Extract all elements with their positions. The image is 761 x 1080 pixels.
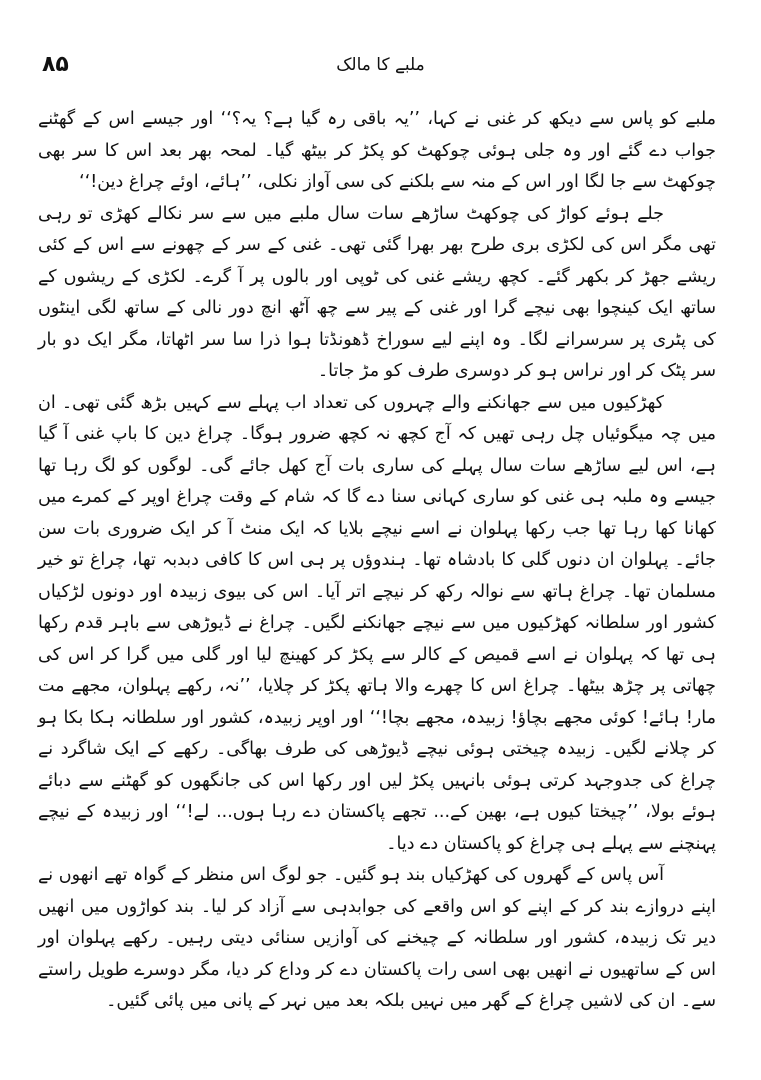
- paragraph-3: کھڑکیوں میں سے جھانکنے والے چہروں کی تعداد اب پہلے سے کہیں بڑھ گئی تھی۔ ان میں چہ میگوئیاں چل رہی تھیں کہ آج کچھ نہ کچھ ضرور ہوگا۔ چراغ دین کا باپ غنی آ گیا ہے، اس لیے ساڑھے سات سال پہلے کی ساری بات آج کھل جائے گی۔ لوگوں کو لگ رہا تھا جیسے وہ ملبہ ہی غنی کو ساری کہانی سنا دے گا کہ شام کے وقت چراغ اوپر کے کمرے میں کھانا کھا رہا تھا جب رکھا پہلوان نے اسے نیچے بلایا کہ ایک منٹ آ کر ایک ضروری بات سن جائے۔ پہلوان ان دنوں گلی کا بادشاہ تھا۔ ہندوؤں پر ہی اس کا کافی دبدبہ تھا، چراغ تو خیر مسلمان تھا۔ چراغ ہاتھ سے نوالہ رکھ کر نیچے اتر آیا۔ اس کی بیوی زبیدہ اور دونوں لڑکیاں کشور اور سلطانہ کھڑکیوں میں سے نیچے جھانکنے لگیں۔ چراغ نے ڈیوڑھی سے باہر قدم رکھا ہی تھا کہ پہلوان نے اسے قمیص کے کالر سے پکڑ کر کھینچ لیا اور گلی میں گرا کر اس کی چھاتی پر چڑھ بیٹھا۔ چراغ اس کا چھرے والا ہاتھ پکڑ کر چلایا، ’’نہ، رکھے پہلوان، مجھے مت مار! ہائے! کوئی مجھے بچاؤ! زبیدہ، مجھے بچا!‘‘ اور اوپر زبیدہ، کشور اور سلطانہ ہکا بکا ہو کر چلانے لگیں۔ زبیدہ چیختی ہوئی نیچے ڈیوڑھی کی طرف بھاگی۔ رکھے کے ایک شاگرد نے چراغ کی جدوجہد کرتی ہوئی بانہیں پکڑ لیں اور رکھا اس کی جانگھوں کو گھٹنے سے دبائے ہوئے بولا، ’’چیختا کیوں ہے، بھین کے... تجھے پاکستان دے رہا ہوں... لے!‘‘ اور زبیدہ کے نیچے پہنچنے سے پہلے ہی چراغ کو پاکستان دے دیا۔: [38, 392, 716, 854]
- page-body: [38, 104, 716, 1018]
- page-number: ۸۵: [42, 52, 69, 77]
- running-title: ملبے کا مالک: [336, 55, 425, 75]
- paragraph-2: جلے ہوئے کواڑ کی چوکھٹ ساڑھے سات سال ملبے میں سے سر نکالے کھڑی تو رہی تھی مگر اس کی لکڑی بری طرح بھر بھرا گئی تھی۔ غنی کے سر کے چھونے سے اس کے کئی ریشے جھڑ کر بکھر گئے۔ کچھ ریشے غنی کی ٹوپی اور بالوں پر آ گرے۔ لکڑی کے ریشوں کے ساتھ ایک کینچوا بھی نیچے گرا اور غنی کے پیر سے چھ آٹھ انچ دور نالی کے ساتھ لگی اینٹوں کی پٹری پر سرسرانے لگا۔ وہ اپنے لیے سوراخ ڈھونڈتا ہوا ذرا سا سر اٹھاتا، مگر ایک دو بار سر پٹک کر اور نراس ہو کر دوسری طرف کو مڑ جاتا۔: [38, 203, 716, 381]
- paragraph-4: آس پاس کے گھروں کی کھڑکیاں بند ہو گئیں۔ جو لوگ اس منظر کے گواہ تھے انھوں نے اپنے دروازے بند کر کے اپنے کو اس واقعے کی جوابدہی سے آزاد کر لیا۔ بند کواڑوں میں انھیں دیر تک زبیدہ، کشور اور سلطانہ کے چیخنے کی آوازیں سنائی دیتی رہیں۔ رکھے پہلوان اور اس کے ساتھیوں نے انھیں بھی اسی رات پاکستان دے کر وداع کر دیا، مگر دوسرے طویل راستے سے۔ ان کی لاشیں چراغ کے گھر میں نہیں بلکہ بعد میں نہر کے پانی میں پائی گئیں۔: [38, 865, 716, 1011]
- paragraph-1: ملبے کو پاس سے دیکھ کر غنی نے کہا، ’’یہ باقی رہ گیا ہے؟ یہ؟‘‘ اور جیسے اس کے گھٹنے جواب دے گئے اور وہ جلی ہوئی چوکھٹ کو پکڑ کر بیٹھ گیا۔ لمحہ بھر بعد اس کا سر بھی چوکھٹ سے جا لگا اور اس کے منہ سے بلکنے کی سی آواز نکلی، ’’ہائے، اوئے چراغ دین!‘‘: [38, 109, 716, 192]
